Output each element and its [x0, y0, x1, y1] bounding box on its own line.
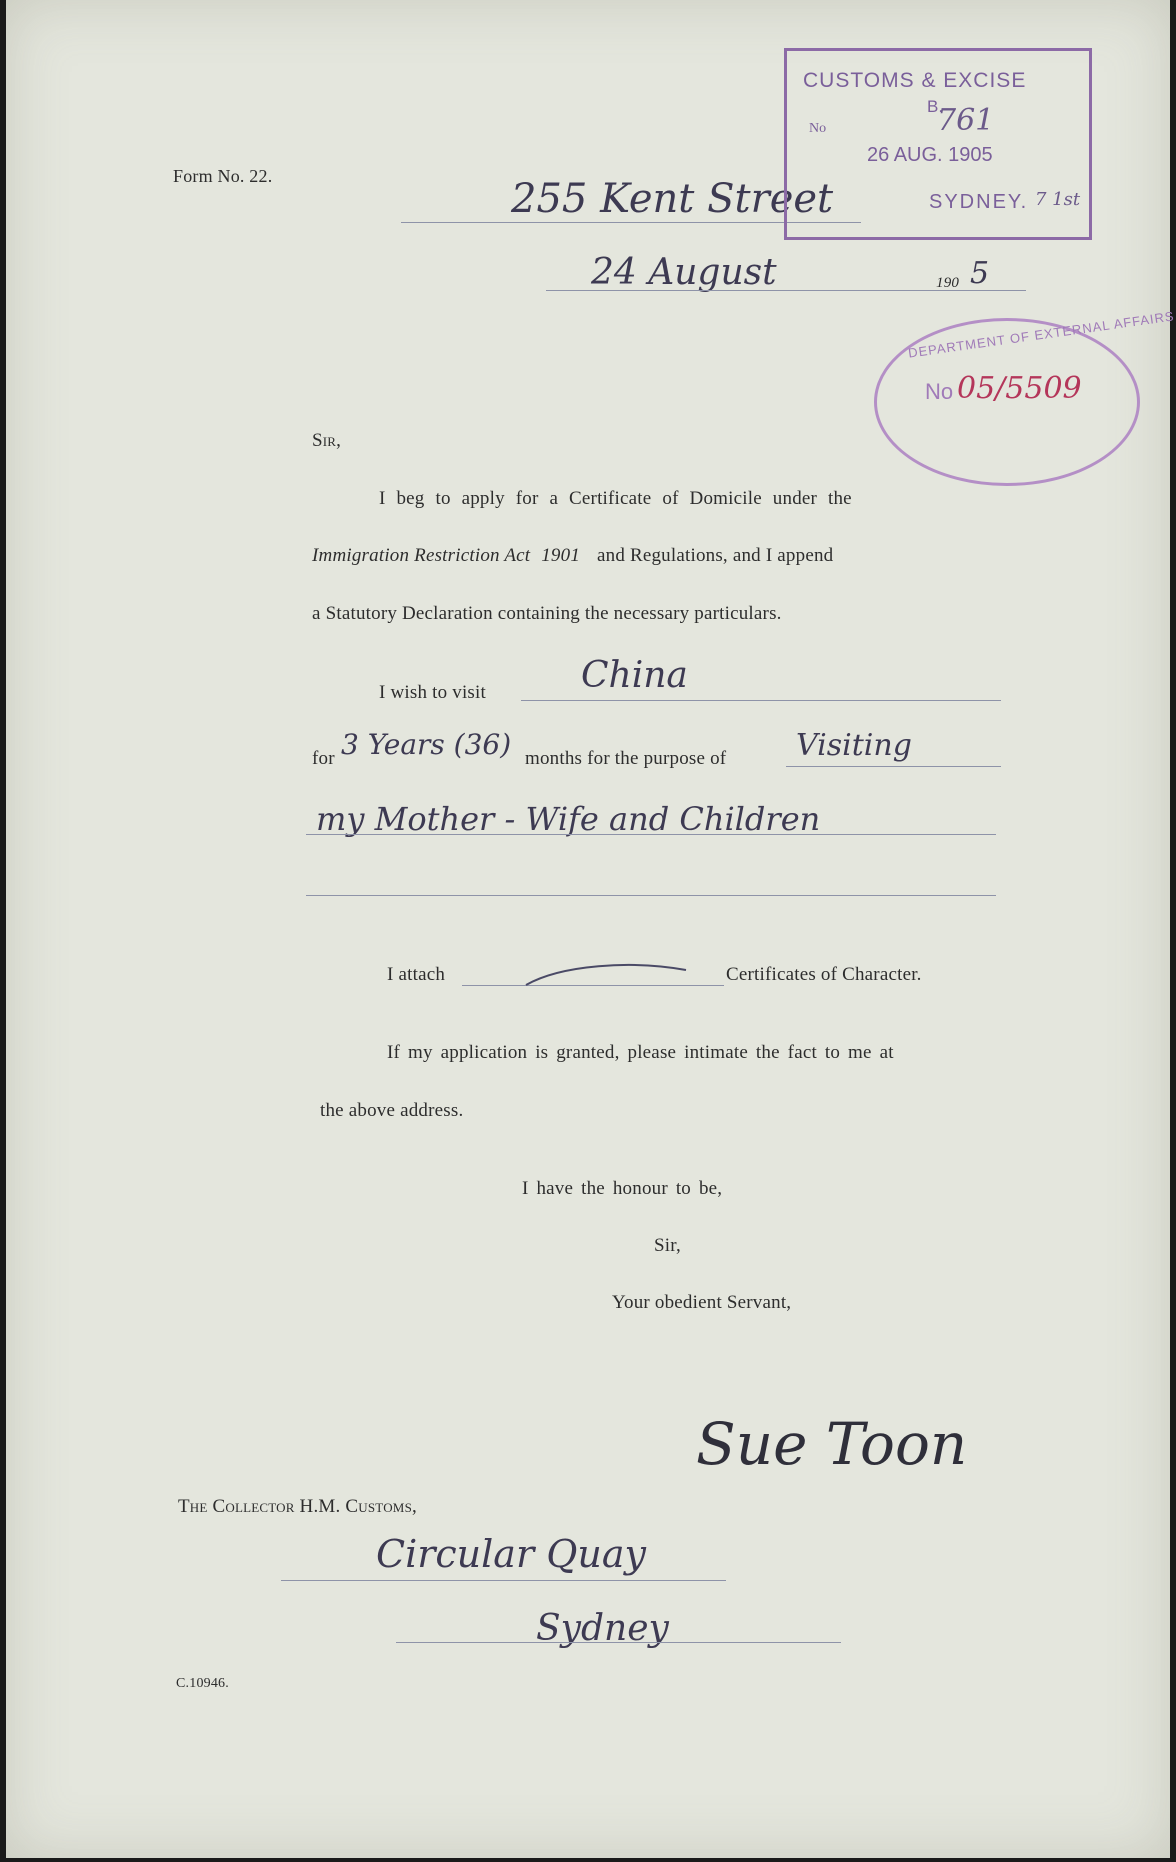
addressee-line-1: Circular Quay	[376, 1532, 646, 1576]
body-line-1: I beg to apply for a Certificate of Domicile under the	[379, 488, 852, 509]
dept-stamp-number: 05/5509	[957, 371, 1082, 406]
act-year: 1901	[541, 545, 581, 566]
body-para3-line-2: the above address.	[320, 1100, 464, 1121]
body-line-2-rest: and Regulations, and I append	[596, 545, 834, 566]
addressee-title: The Collector H.M. Customs,	[178, 1496, 417, 1517]
attach-suffix: Certificates of Character.	[726, 964, 922, 985]
months-label: months for the purpose of	[525, 748, 727, 769]
body-line-2	[312, 545, 833, 567]
document-page	[6, 0, 1176, 1858]
form-number: Form No. 22.	[173, 166, 273, 186]
address-handwritten: 255 Kent Street	[511, 176, 834, 222]
customs-excise-stamp	[784, 48, 1092, 240]
purpose-value-1: Visiting	[796, 728, 912, 763]
customs-stamp-title: CUSTOMS & EXCISE	[803, 69, 1027, 92]
act-name: Immigration Restriction Act	[312, 545, 531, 566]
date-year-prefix: 190	[936, 275, 960, 291]
customs-stamp-date: 26 AUG. 1905	[867, 144, 993, 166]
signature: Sue Toon	[696, 1410, 968, 1478]
purpose-value-2: my Mother - Wife and Children	[316, 800, 821, 838]
customs-stamp-extra: 7 1st	[1035, 189, 1081, 210]
visit-label: I wish to visit	[379, 682, 486, 703]
dept-stamp-no-label: No	[925, 379, 954, 404]
external-affairs-stamp	[874, 308, 1176, 486]
purpose-line-3	[306, 895, 996, 896]
addressee-line-2-rule	[396, 1642, 841, 1643]
customs-stamp-letter: B.	[927, 97, 944, 116]
addressee-line-2: Sydney	[536, 1608, 669, 1649]
salutation: Sir,	[312, 430, 342, 451]
closing-servant: Your obedient Servant,	[612, 1292, 792, 1313]
body-para3-line-1: If my application is granted, please intimate the fact to me at	[387, 1042, 894, 1063]
attach-label: I attach	[387, 964, 446, 985]
purpose-line-1	[786, 766, 1001, 767]
date-year-suffix: 5	[970, 256, 990, 291]
addressee-line-1-rule	[281, 1580, 726, 1581]
date-handwritten: 24 August	[591, 252, 777, 293]
visit-value: China	[581, 655, 688, 696]
dept-stamp-arc-text: DEPARTMENT OF EXTERNAL AFFAIRS	[907, 308, 1176, 361]
date-line	[546, 290, 1026, 291]
visit-line	[521, 700, 1001, 701]
customs-stamp-city: SYDNEY.	[929, 191, 1029, 213]
for-label: for	[312, 748, 335, 769]
closing-honour: I have the honour to be,	[522, 1178, 723, 1199]
customs-stamp-no-label: No	[809, 121, 827, 136]
customs-stamp-number: 761	[937, 103, 995, 138]
attach-dash-mark	[521, 960, 691, 990]
purpose-line-2	[306, 834, 996, 835]
footer-code: C.10946.	[176, 1676, 229, 1691]
body-line-3: a Statutory Declaration containing the necessary particulars.	[312, 603, 782, 624]
duration-value: 3 Years (36)	[341, 728, 512, 761]
closing-sir: Sir,	[654, 1235, 681, 1256]
